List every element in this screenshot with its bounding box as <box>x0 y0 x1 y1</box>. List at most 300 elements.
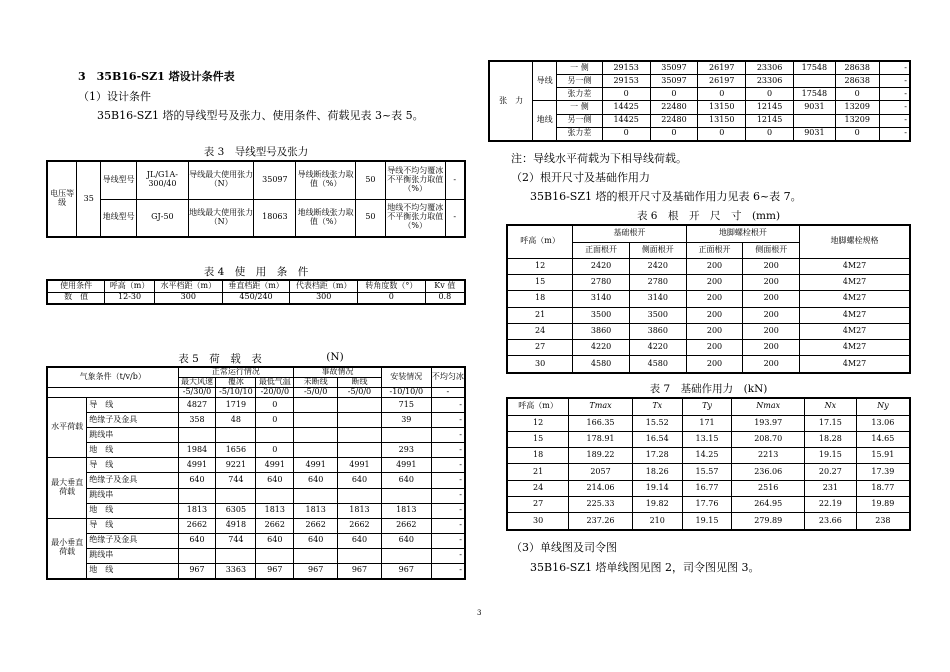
load-cell: - <box>431 533 465 548</box>
table-row <box>507 307 910 323</box>
load-cell <box>338 548 382 563</box>
t6-cell: 3500 <box>573 307 630 323</box>
broken-header: 断线 <box>338 378 382 388</box>
load-cell: 640 <box>338 473 382 488</box>
t7-cell: 24 <box>507 480 569 496</box>
cond-cell: -5/0/0 <box>294 388 338 398</box>
tension-cell: 14425 <box>602 101 650 114</box>
tension-cell: - <box>879 101 910 114</box>
t6-cell: 3140 <box>629 291 686 307</box>
t6-height-header: 呼高（m） <box>507 225 573 258</box>
t4-header: 使用条件 <box>47 280 105 292</box>
load-cell: 1813 <box>256 503 294 518</box>
load-cell: 2662 <box>294 518 338 533</box>
tension-group-label: 地线 <box>533 101 557 141</box>
load-cell: 3363 <box>216 563 256 579</box>
t7-cell: 18.26 <box>632 464 682 480</box>
load-cell: 293 <box>381 443 431 458</box>
load-cell: 4991 <box>178 458 216 473</box>
load-cell: - <box>431 548 465 563</box>
t6-cell: 200 <box>743 356 800 373</box>
load-cell: 2662 <box>381 518 431 533</box>
load-cell <box>216 548 256 563</box>
load-cell: 715 <box>381 398 431 413</box>
t7-cell: 210 <box>632 513 682 530</box>
uneven-header: 不均匀冰 <box>431 367 465 388</box>
t6-cell: 200 <box>686 307 743 323</box>
table-row <box>47 488 465 503</box>
tension-cell: 28638 <box>835 61 879 75</box>
table4-usage-conditions <box>46 279 466 305</box>
t7-cell: 15.91 <box>856 448 910 464</box>
tension-cell: 0 <box>746 88 794 101</box>
load-cell <box>294 428 338 443</box>
tension-cell: - <box>879 75 910 88</box>
table-row <box>47 428 465 443</box>
ground-max-tension-label: 地线最大使用张力（N） <box>188 199 254 237</box>
tension-cell: 23306 <box>746 61 794 75</box>
t7-cell: 16.77 <box>682 480 732 496</box>
t7-cell: 171 <box>682 415 732 431</box>
ground-broken-label: 地线断线张力取值（%） <box>296 199 356 237</box>
table7-caption: 表 7 基础作用力 (kN) <box>649 383 768 395</box>
table-row <box>47 398 465 413</box>
conductor-model-label: 导线型号 <box>101 161 137 199</box>
t4-header: Kv 值 <box>425 280 465 292</box>
t7-cell: 178.91 <box>569 431 633 447</box>
t6-bolt-header: 地脚螺栓根开 <box>686 225 799 242</box>
load-cell: 0 <box>256 443 294 458</box>
load-cell: 4827 <box>178 398 216 413</box>
ground-model: GJ-50 <box>136 199 188 237</box>
tension-cell: 14425 <box>602 114 650 127</box>
unbroken-header: 未断线 <box>294 378 338 388</box>
tension-side-label: 另一侧 <box>557 114 603 127</box>
load-cell <box>178 428 216 443</box>
load-cell: 640 <box>381 473 431 488</box>
load-cell <box>294 443 338 458</box>
tension-cell: 13150 <box>698 114 746 127</box>
conductor-broken-label: 导线断线张力取值（%） <box>296 161 356 199</box>
load-cell <box>294 413 338 428</box>
tension-cell: 0 <box>650 88 698 101</box>
t7-cell: 18 <box>507 448 569 464</box>
load-item-label: 地 线 <box>87 443 178 458</box>
ground-uneven-label: 地线不均匀覆冰不平衡张力取值（%） <box>385 199 445 237</box>
conductor-max-tension: 35097 <box>254 161 296 199</box>
table6-caption: 表 6 根 开 尺 寸 (mm) <box>636 210 781 222</box>
tension-cell: 22480 <box>650 114 698 127</box>
t7-cell: 279.89 <box>732 513 805 530</box>
t7-cell: 17.15 <box>805 415 857 431</box>
load-item-label: 绝缘子及金具 <box>87 533 178 548</box>
t7-cell: 15.52 <box>632 415 682 431</box>
load-item-label: 跳线串 <box>87 548 178 563</box>
load-cell: 2662 <box>256 518 294 533</box>
t7-cell: 214.06 <box>569 480 633 496</box>
t6-cell: 200 <box>686 323 743 339</box>
table3-conductor-tension <box>46 160 466 238</box>
load-item-label: 跳线串 <box>87 428 178 443</box>
load-cell: 640 <box>256 473 294 488</box>
load-cell: 1656 <box>216 443 256 458</box>
t6-cell: 3860 <box>629 323 686 339</box>
table-row <box>47 548 465 563</box>
t6-cell: 200 <box>743 291 800 307</box>
table-row <box>507 258 910 274</box>
t7-cell: 16.54 <box>632 431 682 447</box>
load-cell <box>381 548 431 563</box>
table-row <box>507 431 910 447</box>
section-title: 3 35B16-SZ1 塔设计条件表 <box>78 70 235 83</box>
t4-header: 呼高（m） <box>105 280 155 292</box>
t7-cell: 208.70 <box>732 431 805 447</box>
load-cell: 6305 <box>216 503 256 518</box>
t7-cell: 2057 <box>569 464 633 480</box>
tension-cell: 26197 <box>698 61 746 75</box>
tension-cell: 22480 <box>650 101 698 114</box>
load-cell: 2662 <box>178 518 216 533</box>
t6-cell: 15 <box>507 275 573 291</box>
load-group-label: 最大垂直荷载 <box>47 458 87 518</box>
tension-cell: 0 <box>746 127 794 141</box>
load-cell: 39 <box>381 413 431 428</box>
t7-cell: 13.06 <box>856 415 910 431</box>
load-item-label: 绝缘子及金具 <box>87 473 178 488</box>
load-cell: 967 <box>294 563 338 579</box>
tension-cell: 0 <box>835 88 879 101</box>
load-cell: 640 <box>381 533 431 548</box>
t7-header: Tmax <box>569 398 633 415</box>
load-cell: 48 <box>216 413 256 428</box>
table-row <box>489 101 910 114</box>
tension-table <box>488 60 911 142</box>
load-cell: - <box>431 443 465 458</box>
table-row <box>507 340 910 356</box>
load-cell <box>294 398 338 413</box>
load-group-label: 最小垂直荷载 <box>47 518 87 579</box>
t7-cell: 2213 <box>732 448 805 464</box>
table-row <box>507 323 910 339</box>
maxwind-header: 最大风速 <box>178 378 216 388</box>
load-cell <box>381 488 431 503</box>
t6-cell: 200 <box>686 356 743 373</box>
t6-side-header: 侧面根开 <box>629 242 686 258</box>
t4-header: 水平档距（m） <box>154 280 222 292</box>
tension-cell: 13209 <box>835 114 879 127</box>
table3-caption: 表 3 导线型号及张力 <box>203 146 309 158</box>
table-header-row <box>507 398 910 415</box>
t7-header: Nx <box>805 398 857 415</box>
load-cell: - <box>431 518 465 533</box>
t7-cell: 231 <box>805 480 857 496</box>
cond-cell: -5/30/0 <box>178 388 216 398</box>
normal-header: 正常运行情况 <box>178 367 294 378</box>
table-row <box>507 275 910 291</box>
load-item-label: 地 线 <box>87 563 178 579</box>
conductor-broken: 50 <box>356 161 386 199</box>
load-cell <box>294 548 338 563</box>
tension-cell: 9031 <box>793 101 835 114</box>
tension-cell: 0 <box>835 127 879 141</box>
table-row <box>507 448 910 464</box>
load-cell: 640 <box>256 533 294 548</box>
page-number: 3 <box>477 609 482 617</box>
load-cell: - <box>431 398 465 413</box>
load-cell: 640 <box>294 533 338 548</box>
load-cell: 4991 <box>256 458 294 473</box>
t7-cell: 27 <box>507 497 569 513</box>
load-item-label: 导 线 <box>87 398 178 413</box>
t7-header: Ny <box>856 398 910 415</box>
t6-cell: 4M27 <box>800 323 910 339</box>
load-item-label: 绝缘子及金具 <box>87 413 178 428</box>
load-cell: 1984 <box>178 443 216 458</box>
t6-cell: 2780 <box>573 275 630 291</box>
t7-cell: 22.19 <box>805 497 857 513</box>
table6-root-openings <box>506 224 911 374</box>
load-cell: 358 <box>178 413 216 428</box>
t6-cell: 4220 <box>629 340 686 356</box>
tension-cell: - <box>879 88 910 101</box>
t7-header: 呼高（m） <box>507 398 569 415</box>
t4-value: 0 <box>358 292 426 304</box>
load-cell: - <box>431 488 465 503</box>
load-group-label: 水平荷载 <box>47 398 87 458</box>
t7-cell: 19.82 <box>632 497 682 513</box>
t7-cell: 13.15 <box>682 431 732 447</box>
t7-cell: 189.22 <box>569 448 633 464</box>
load-cell <box>338 398 382 413</box>
t6-front-header: 正面根开 <box>573 242 630 258</box>
t6-cell: 12 <box>507 258 573 274</box>
t4-value: 0.8 <box>425 292 465 304</box>
tension-side-label: 张力差 <box>557 127 603 141</box>
t6-base-header: 基础根开 <box>573 225 686 242</box>
tension-cell: 35097 <box>650 75 698 88</box>
table-row <box>489 61 910 75</box>
t6-cell: 4M27 <box>800 307 910 323</box>
t6-cell: 4M27 <box>800 258 910 274</box>
load-cell: 0 <box>256 398 294 413</box>
cond-cell: -20/0/0 <box>256 388 294 398</box>
load-cell: - <box>431 413 465 428</box>
load-cell: 4918 <box>216 518 256 533</box>
tension-cell: 0 <box>602 127 650 141</box>
t4-header: 代表档距（m） <box>290 280 358 292</box>
load-cell <box>178 548 216 563</box>
tension-cell: 17548 <box>793 61 835 75</box>
table5-caption: 表 5 荷 载 表 <box>178 353 262 365</box>
lowtemp-header: 最低气温 <box>256 378 294 388</box>
t7-cell: 14.65 <box>856 431 910 447</box>
load-item-label: 导 线 <box>87 458 178 473</box>
t7-cell: 19.15 <box>805 448 857 464</box>
load-cell: - <box>431 428 465 443</box>
t6-front-header: 正面根开 <box>686 242 743 258</box>
t6-cell: 4M27 <box>800 340 910 356</box>
tension-cell: - <box>879 127 910 141</box>
t6-cell: 4580 <box>629 356 686 373</box>
icing-header: 覆冰 <box>216 378 256 388</box>
load-cell: - <box>431 503 465 518</box>
t4-value: 12-30 <box>105 292 155 304</box>
tension-cell: - <box>879 61 910 75</box>
load-cell <box>256 488 294 503</box>
t7-cell: 225.33 <box>569 497 633 513</box>
load-cell: - <box>431 473 465 488</box>
accident-header: 事故情况 <box>294 367 382 378</box>
table4-caption: 表 4 使 用 条 件 <box>203 266 309 278</box>
conductor-max-tension-label: 导线最大使用张力（N） <box>188 161 254 199</box>
t6-cell: 200 <box>743 275 800 291</box>
t4-header: 转角度数（°） <box>358 280 426 292</box>
t6-cell: 200 <box>686 258 743 274</box>
load-cell <box>338 443 382 458</box>
tension-cell: 0 <box>602 88 650 101</box>
t7-cell: 166.35 <box>569 415 633 431</box>
tension-cell: 29153 <box>602 75 650 88</box>
t7-cell: 264.95 <box>732 497 805 513</box>
load-cell: 640 <box>178 533 216 548</box>
load-cell <box>216 488 256 503</box>
load-cell: 967 <box>178 563 216 579</box>
t7-cell: 17.76 <box>682 497 732 513</box>
t7-header: Nmax <box>732 398 805 415</box>
tension-label: 张 力 <box>489 61 533 141</box>
tension-cell: 12145 <box>746 101 794 114</box>
load-item-label: 地 线 <box>87 503 178 518</box>
subsection-design-conditions: （1）设计条件 <box>78 90 151 103</box>
t6-cell: 24 <box>507 323 573 339</box>
tension-cell: 9031 <box>793 127 835 141</box>
tension-side-label: 一 侧 <box>557 101 603 114</box>
load-cell: 1813 <box>338 503 382 518</box>
t6-cell: 2780 <box>629 275 686 291</box>
load-cell: 640 <box>294 473 338 488</box>
t6-cell: 21 <box>507 307 573 323</box>
note: 注：导线水平荷载为下相导线荷载。 <box>511 152 687 165</box>
tension-cell: 13150 <box>698 101 746 114</box>
t4-header: 垂直档距（m） <box>222 280 290 292</box>
t7-header: Ty <box>682 398 732 415</box>
t7-cell: 14.25 <box>682 448 732 464</box>
ground-model-label: 地线型号 <box>101 199 137 237</box>
load-cell: 9221 <box>216 458 256 473</box>
install-header: 安装情况 <box>381 367 431 388</box>
t7-cell: 17.28 <box>632 448 682 464</box>
tension-cell: 0 <box>698 88 746 101</box>
t4-value: 数 值 <box>47 292 105 304</box>
t7-cell: 193.97 <box>732 415 805 431</box>
table7-foundation-forces <box>506 397 911 531</box>
t7-cell: 15 <box>507 431 569 447</box>
t7-cell: 18.28 <box>805 431 857 447</box>
table-row <box>47 458 465 473</box>
load-item-label: 跳线串 <box>87 488 178 503</box>
t6-side-header: 侧面根开 <box>743 242 800 258</box>
load-cell <box>256 548 294 563</box>
t6-cell: 4220 <box>573 340 630 356</box>
ground-uneven: - <box>445 199 465 237</box>
tension-cell: 29153 <box>602 61 650 75</box>
table-row <box>507 464 910 480</box>
table-row <box>47 533 465 548</box>
table-row <box>47 563 465 579</box>
t7-cell: 18.77 <box>856 480 910 496</box>
t7-header: Tx <box>632 398 682 415</box>
t6-cell: 3500 <box>629 307 686 323</box>
root-openings-paragraph: 35B16-SZ1 塔的根开尺寸及基础作用力见表 6~表 7。 <box>530 190 802 203</box>
t6-cell: 3860 <box>573 323 630 339</box>
tension-cell: 17548 <box>793 88 835 101</box>
t7-cell: 23.66 <box>805 513 857 530</box>
load-cell <box>294 488 338 503</box>
t7-cell: 30 <box>507 513 569 530</box>
t7-cell: 20.27 <box>805 464 857 480</box>
table-row <box>47 473 465 488</box>
voltage-value: 35 <box>77 161 101 237</box>
t6-cell: 2420 <box>573 258 630 274</box>
load-cell: 744 <box>216 473 256 488</box>
table5-unit: (N) <box>326 351 344 363</box>
weather-label: 气象条件（t/v/b） <box>47 367 178 388</box>
t7-cell: 12 <box>507 415 569 431</box>
load-cell: 4991 <box>338 458 382 473</box>
load-cell: 1719 <box>216 398 256 413</box>
load-cell <box>338 428 382 443</box>
t6-cell: 4M27 <box>800 356 910 373</box>
t6-cell: 4M27 <box>800 291 910 307</box>
t7-cell: 15.57 <box>682 464 732 480</box>
tension-cell: 0 <box>698 127 746 141</box>
t7-cell: 17.39 <box>856 464 910 480</box>
conductor-uneven: - <box>445 161 465 199</box>
table-row <box>507 356 910 373</box>
load-cell: 967 <box>381 563 431 579</box>
cond-cell: -5/0/0 <box>338 388 382 398</box>
t6-cell: 200 <box>743 323 800 339</box>
diagrams-paragraph: 35B16-SZ1 塔单线图见图 2，司令图见图 3。 <box>530 561 760 574</box>
load-cell: 1813 <box>294 503 338 518</box>
t6-cell: 200 <box>686 275 743 291</box>
voltage-label: 电压等级 <box>47 161 77 237</box>
load-cell: - <box>431 563 465 579</box>
tension-cell: 23306 <box>746 75 794 88</box>
subsection-root-openings: （2）根开尺寸及基础作用力 <box>511 171 650 184</box>
table-row <box>507 291 910 307</box>
subsection-diagrams: （3）单线图及司令图 <box>511 541 617 554</box>
tension-side-label: 另一侧 <box>557 75 603 88</box>
t7-cell: 237.26 <box>569 513 633 530</box>
t6-cell: 2420 <box>629 258 686 274</box>
table-row <box>507 480 910 496</box>
load-cell: 1813 <box>178 503 216 518</box>
t6-cell: 27 <box>507 340 573 356</box>
load-cell <box>338 488 382 503</box>
tension-cell: 12145 <box>746 114 794 127</box>
table5-loads <box>46 366 466 580</box>
t6-cell: 18 <box>507 291 573 307</box>
tension-cell: 28638 <box>835 75 879 88</box>
t6-cell: 200 <box>743 307 800 323</box>
t4-value: 300 <box>290 292 358 304</box>
tension-cell <box>793 75 835 88</box>
t6-cell: 200 <box>743 340 800 356</box>
tension-side-label: 张力差 <box>557 88 603 101</box>
load-cell <box>216 428 256 443</box>
table-row <box>47 518 465 533</box>
